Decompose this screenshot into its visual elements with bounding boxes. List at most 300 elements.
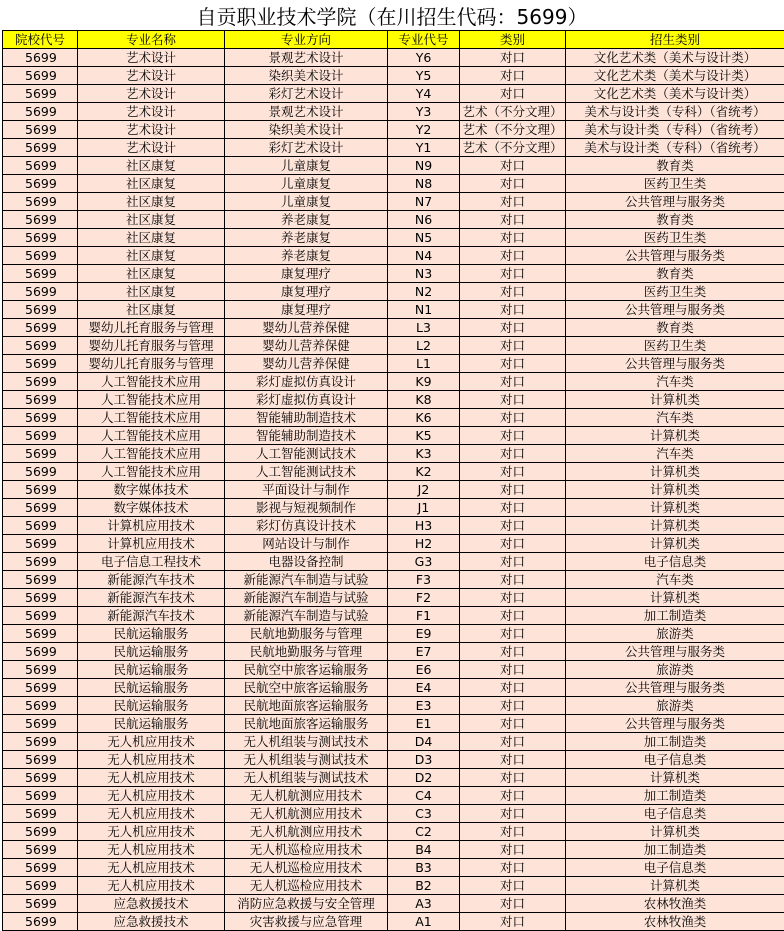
major-name-cell: 应急救援技术 [78,913,225,931]
enrollment-category-cell: 公共管理与服务类 [566,301,784,319]
major-code-cell: N3 [388,265,460,283]
major-code-cell: Y1 [388,139,460,157]
category-cell: 对口 [460,391,566,409]
major-name-cell: 无人机应用技术 [78,751,225,769]
table-row [3,139,784,157]
category-cell: 对口 [460,715,566,733]
enrollment-category-cell: 教育类 [566,157,784,175]
table-row [3,427,784,445]
category-cell: 对口 [460,733,566,751]
school-code-cell: 5699 [3,337,78,355]
table-row [3,643,784,661]
major-name-cell: 民航运输服务 [78,697,225,715]
category-cell: 对口 [460,895,566,913]
category-cell: 对口 [460,589,566,607]
category-cell: 对口 [460,229,566,247]
enrollment-category-cell: 文化艺术类（美术与设计类） [566,85,784,103]
major-code-cell: N5 [388,229,460,247]
category-cell: 艺术（不分文理） [460,139,566,157]
major-name-cell: 数字媒体技术 [78,481,225,499]
school-code-cell: 5699 [3,589,78,607]
category-cell: 对口 [460,373,566,391]
major-code-cell: L2 [388,337,460,355]
major-name-cell: 艺术设计 [78,139,225,157]
table-row [3,769,784,787]
enrollment-category-cell: 文化艺术类（美术与设计类） [566,49,784,67]
major-name-cell: 社区康复 [78,283,225,301]
table-row [3,445,784,463]
major-code-cell: H2 [388,535,460,553]
major-direction-cell: 彩灯仿真设计技术 [225,517,388,535]
school-code-cell: 5699 [3,49,78,67]
header-school-code: 院校代号 [3,31,78,49]
major-name-cell: 社区康复 [78,211,225,229]
major-code-cell: E1 [388,715,460,733]
school-code-cell: 5699 [3,643,78,661]
major-name-cell: 无人机应用技术 [78,787,225,805]
major-name-cell: 社区康复 [78,193,225,211]
enrollment-category-cell: 美术与设计类（专科）（省统考） [566,139,784,157]
major-name-cell: 应急救援技术 [78,895,225,913]
category-cell: 对口 [460,301,566,319]
category-cell: 对口 [460,409,566,427]
major-direction-cell: 网站设计与制作 [225,535,388,553]
admission-table [2,30,784,931]
major-code-cell: N2 [388,283,460,301]
major-direction-cell: 景观艺术设计 [225,103,388,121]
enrollment-category-cell: 美术与设计类（专科）（省统考） [566,121,784,139]
school-code-cell: 5699 [3,463,78,481]
major-direction-cell: 婴幼儿营养保健 [225,355,388,373]
school-code-cell: 5699 [3,409,78,427]
school-code-cell: 5699 [3,247,78,265]
enrollment-category-cell: 计算机类 [566,769,784,787]
table-row [3,679,784,697]
major-direction-cell: 儿童康复 [225,157,388,175]
school-code-cell: 5699 [3,913,78,931]
major-direction-cell: 民航空中旅客运输服务 [225,679,388,697]
major-code-cell: N8 [388,175,460,193]
major-name-cell: 数字媒体技术 [78,499,225,517]
enrollment-category-cell: 公共管理与服务类 [566,355,784,373]
major-name-cell: 艺术设计 [78,49,225,67]
table-row [3,787,784,805]
major-code-cell: E9 [388,625,460,643]
school-code-cell: 5699 [3,175,78,193]
major-name-cell: 民航运输服务 [78,715,225,733]
table-row [3,697,784,715]
major-direction-cell: 康复理疗 [225,265,388,283]
school-code-cell: 5699 [3,841,78,859]
enrollment-category-cell: 医药卫生类 [566,337,784,355]
major-direction-cell: 无人机组装与测试技术 [225,769,388,787]
major-direction-cell: 养老康复 [225,211,388,229]
school-code-cell: 5699 [3,121,78,139]
school-code-cell: 5699 [3,751,78,769]
school-code-cell: 5699 [3,481,78,499]
major-name-cell: 人工智能技术应用 [78,445,225,463]
school-code-cell: 5699 [3,301,78,319]
school-code-cell: 5699 [3,769,78,787]
header-category: 类别 [460,31,566,49]
enrollment-category-cell: 教育类 [566,211,784,229]
major-direction-cell: 民航地勤服务与管理 [225,625,388,643]
table-row [3,409,784,427]
major-code-cell: N9 [388,157,460,175]
category-cell: 对口 [460,859,566,877]
school-code-cell: 5699 [3,805,78,823]
major-name-cell: 婴幼儿托育服务与管理 [78,337,225,355]
major-code-cell: G3 [388,553,460,571]
table-row [3,805,784,823]
major-name-cell: 社区康复 [78,247,225,265]
enrollment-category-cell: 农林牧渔类 [566,895,784,913]
table-row [3,841,784,859]
major-direction-cell: 人工智能测试技术 [225,445,388,463]
enrollment-category-cell: 加工制造类 [566,841,784,859]
category-cell: 对口 [460,661,566,679]
table-row [3,49,784,67]
enrollment-category-cell: 汽车类 [566,445,784,463]
major-direction-cell: 无人机组装与测试技术 [225,733,388,751]
category-cell: 对口 [460,85,566,103]
table-row [3,265,784,283]
enrollment-category-cell: 电子信息类 [566,553,784,571]
table-row [3,625,784,643]
enrollment-category-cell: 文化艺术类（美术与设计类） [566,67,784,85]
enrollment-category-cell: 电子信息类 [566,859,784,877]
table-row [3,85,784,103]
major-name-cell: 新能源汽车技术 [78,571,225,589]
major-code-cell: H3 [388,517,460,535]
major-code-cell: Y4 [388,85,460,103]
major-direction-cell: 平面设计与制作 [225,481,388,499]
school-code-cell: 5699 [3,373,78,391]
major-name-cell: 无人机应用技术 [78,805,225,823]
major-name-cell: 民航运输服务 [78,679,225,697]
enrollment-category-cell: 旅游类 [566,625,784,643]
major-name-cell: 人工智能技术应用 [78,391,225,409]
table-row [3,751,784,769]
enrollment-category-cell: 计算机类 [566,517,784,535]
major-name-cell: 社区康复 [78,157,225,175]
school-code-cell: 5699 [3,517,78,535]
major-code-cell: F1 [388,607,460,625]
major-code-cell: B4 [388,841,460,859]
category-cell: 对口 [460,67,566,85]
enrollment-category-cell: 计算机类 [566,823,784,841]
table-row [3,391,784,409]
table-row [3,67,784,85]
school-code-cell: 5699 [3,715,78,733]
major-direction-cell: 儿童康复 [225,193,388,211]
enrollment-category-cell: 计算机类 [566,463,784,481]
enrollment-category-cell: 计算机类 [566,391,784,409]
school-code-cell: 5699 [3,283,78,301]
school-code-cell: 5699 [3,535,78,553]
table-row [3,175,784,193]
major-name-cell: 无人机应用技术 [78,823,225,841]
major-direction-cell: 无人机组装与测试技术 [225,751,388,769]
enrollment-category-cell: 计算机类 [566,499,784,517]
school-code-cell: 5699 [3,85,78,103]
category-cell: 对口 [460,841,566,859]
major-direction-cell: 婴幼儿营养保健 [225,319,388,337]
major-name-cell: 无人机应用技术 [78,841,225,859]
major-name-cell: 艺术设计 [78,103,225,121]
major-code-cell: B3 [388,859,460,877]
table-row [3,283,784,301]
enrollment-category-cell: 电子信息类 [566,805,784,823]
major-code-cell: B2 [388,877,460,895]
table-row [3,337,784,355]
major-direction-cell: 染织美术设计 [225,67,388,85]
major-name-cell: 人工智能技术应用 [78,373,225,391]
major-name-cell: 无人机应用技术 [78,733,225,751]
major-name-cell: 艺术设计 [78,121,225,139]
major-direction-cell: 彩灯艺术设计 [225,139,388,157]
major-name-cell: 人工智能技术应用 [78,463,225,481]
major-code-cell: Y3 [388,103,460,121]
enrollment-category-cell: 医药卫生类 [566,229,784,247]
major-code-cell: D3 [388,751,460,769]
table-row [3,859,784,877]
major-direction-cell: 无人机航测应用技术 [225,787,388,805]
school-code-cell: 5699 [3,571,78,589]
school-code-cell: 5699 [3,67,78,85]
major-code-cell: K2 [388,463,460,481]
category-cell: 对口 [460,787,566,805]
category-cell: 对口 [460,535,566,553]
major-direction-cell: 民航空中旅客运输服务 [225,661,388,679]
major-direction-cell: 染织美术设计 [225,121,388,139]
major-direction-cell: 新能源汽车制造与试验 [225,571,388,589]
category-cell: 对口 [460,625,566,643]
table-row [3,373,784,391]
school-code-cell: 5699 [3,157,78,175]
major-direction-cell: 景观艺术设计 [225,49,388,67]
school-code-cell: 5699 [3,355,78,373]
major-name-cell: 新能源汽车技术 [78,607,225,625]
table-body [3,49,784,931]
table-row [3,355,784,373]
major-code-cell: D4 [388,733,460,751]
category-cell: 对口 [460,607,566,625]
major-direction-cell: 无人机巡检应用技术 [225,877,388,895]
enrollment-category-cell: 医药卫生类 [566,283,784,301]
major-name-cell: 无人机应用技术 [78,877,225,895]
enrollment-category-cell: 计算机类 [566,427,784,445]
major-name-cell: 计算机应用技术 [78,535,225,553]
page-title: 自贡职业技术学院（在川招生代码：5699） [0,0,784,30]
major-name-cell: 社区康复 [78,265,225,283]
school-code-cell: 5699 [3,679,78,697]
major-direction-cell: 儿童康复 [225,175,388,193]
enrollment-category-cell: 加工制造类 [566,787,784,805]
major-code-cell: J2 [388,481,460,499]
enrollment-category-cell: 汽车类 [566,373,784,391]
table-row [3,229,784,247]
school-code-cell: 5699 [3,697,78,715]
table-row [3,319,784,337]
category-cell: 对口 [460,679,566,697]
enrollment-category-cell: 教育类 [566,319,784,337]
table-row [3,301,784,319]
major-direction-cell: 婴幼儿营养保健 [225,337,388,355]
major-direction-cell: 无人机航测应用技术 [225,823,388,841]
major-direction-cell: 无人机航测应用技术 [225,805,388,823]
major-code-cell: N7 [388,193,460,211]
school-code-cell: 5699 [3,193,78,211]
enrollment-category-cell: 计算机类 [566,877,784,895]
major-name-cell: 婴幼儿托育服务与管理 [78,355,225,373]
header-major-code: 专业代号 [388,31,460,49]
major-direction-cell: 彩灯虚拟仿真设计 [225,373,388,391]
major-direction-cell: 彩灯艺术设计 [225,85,388,103]
school-code-cell: 5699 [3,427,78,445]
major-code-cell: J1 [388,499,460,517]
category-cell: 对口 [460,337,566,355]
major-code-cell: C4 [388,787,460,805]
category-cell: 对口 [460,355,566,373]
major-code-cell: F2 [388,589,460,607]
table-row [3,553,784,571]
table-row [3,823,784,841]
school-code-cell: 5699 [3,859,78,877]
category-cell: 对口 [460,805,566,823]
major-direction-cell: 康复理疗 [225,301,388,319]
school-code-cell: 5699 [3,265,78,283]
major-direction-cell: 人工智能测试技术 [225,463,388,481]
category-cell: 对口 [460,823,566,841]
enrollment-category-cell: 计算机类 [566,481,784,499]
table-row [3,463,784,481]
major-code-cell: F3 [388,571,460,589]
major-code-cell: E7 [388,643,460,661]
table-row [3,733,784,751]
category-cell: 对口 [460,211,566,229]
major-name-cell: 民航运输服务 [78,643,225,661]
enrollment-category-cell: 公共管理与服务类 [566,193,784,211]
category-cell: 对口 [460,247,566,265]
school-code-cell: 5699 [3,625,78,643]
enrollment-category-cell: 公共管理与服务类 [566,643,784,661]
category-cell: 对口 [460,319,566,337]
school-code-cell: 5699 [3,553,78,571]
category-cell: 对口 [460,517,566,535]
enrollment-category-cell: 教育类 [566,265,784,283]
school-code-cell: 5699 [3,877,78,895]
major-name-cell: 人工智能技术应用 [78,409,225,427]
major-direction-cell: 民航地面旅客运输服务 [225,715,388,733]
enrollment-category-cell: 加工制造类 [566,607,784,625]
table-row [3,211,784,229]
school-code-cell: 5699 [3,607,78,625]
table-row [3,571,784,589]
category-cell: 对口 [460,481,566,499]
major-code-cell: K6 [388,409,460,427]
major-direction-cell: 影视与短视频制作 [225,499,388,517]
category-cell: 对口 [460,913,566,931]
major-code-cell: N6 [388,211,460,229]
major-code-cell: A3 [388,895,460,913]
school-code-cell: 5699 [3,733,78,751]
table-row [3,589,784,607]
major-code-cell: Y5 [388,67,460,85]
enrollment-category-cell: 公共管理与服务类 [566,247,784,265]
table-row [3,877,784,895]
major-name-cell: 人工智能技术应用 [78,427,225,445]
major-direction-cell: 康复理疗 [225,283,388,301]
category-cell: 对口 [460,877,566,895]
category-cell: 艺术（不分文理） [460,103,566,121]
major-name-cell: 社区康复 [78,175,225,193]
major-direction-cell: 养老康复 [225,229,388,247]
major-direction-cell: 电器设备控制 [225,553,388,571]
school-code-cell: 5699 [3,319,78,337]
enrollment-category-cell: 公共管理与服务类 [566,715,784,733]
school-code-cell: 5699 [3,445,78,463]
category-cell: 艺术（不分文理） [460,121,566,139]
table-row [3,715,784,733]
school-code-cell: 5699 [3,823,78,841]
category-cell: 对口 [460,445,566,463]
major-code-cell: C2 [388,823,460,841]
category-cell: 对口 [460,265,566,283]
enrollment-category-cell: 医药卫生类 [566,175,784,193]
enrollment-category-cell: 计算机类 [566,535,784,553]
major-direction-cell: 新能源汽车制造与试验 [225,589,388,607]
table-row [3,913,784,931]
category-cell: 对口 [460,427,566,445]
major-code-cell: K3 [388,445,460,463]
major-code-cell: E4 [388,679,460,697]
category-cell: 对口 [460,553,566,571]
major-code-cell: D2 [388,769,460,787]
category-cell: 对口 [460,751,566,769]
major-name-cell: 艺术设计 [78,85,225,103]
major-code-cell: N4 [388,247,460,265]
school-code-cell: 5699 [3,139,78,157]
header-major-direction: 专业方向 [225,31,388,49]
major-name-cell: 社区康复 [78,301,225,319]
major-code-cell: E6 [388,661,460,679]
major-direction-cell: 新能源汽车制造与试验 [225,607,388,625]
enrollment-category-cell: 旅游类 [566,661,784,679]
category-cell: 对口 [460,175,566,193]
category-cell: 对口 [460,571,566,589]
table-row [3,193,784,211]
school-code-cell: 5699 [3,895,78,913]
major-code-cell: K8 [388,391,460,409]
category-cell: 对口 [460,49,566,67]
major-code-cell: E3 [388,697,460,715]
category-cell: 对口 [460,463,566,481]
major-direction-cell: 灾害救援与应急管理 [225,913,388,931]
major-direction-cell: 无人机巡检应用技术 [225,859,388,877]
category-cell: 对口 [460,697,566,715]
header-enrollment-category: 招生类别 [566,31,784,49]
category-cell: 对口 [460,157,566,175]
major-direction-cell: 消防应急救援与安全管理 [225,895,388,913]
major-code-cell: L3 [388,319,460,337]
category-cell: 对口 [460,193,566,211]
category-cell: 对口 [460,499,566,517]
school-code-cell: 5699 [3,499,78,517]
table-row [3,157,784,175]
major-name-cell: 新能源汽车技术 [78,589,225,607]
enrollment-category-cell: 汽车类 [566,571,784,589]
